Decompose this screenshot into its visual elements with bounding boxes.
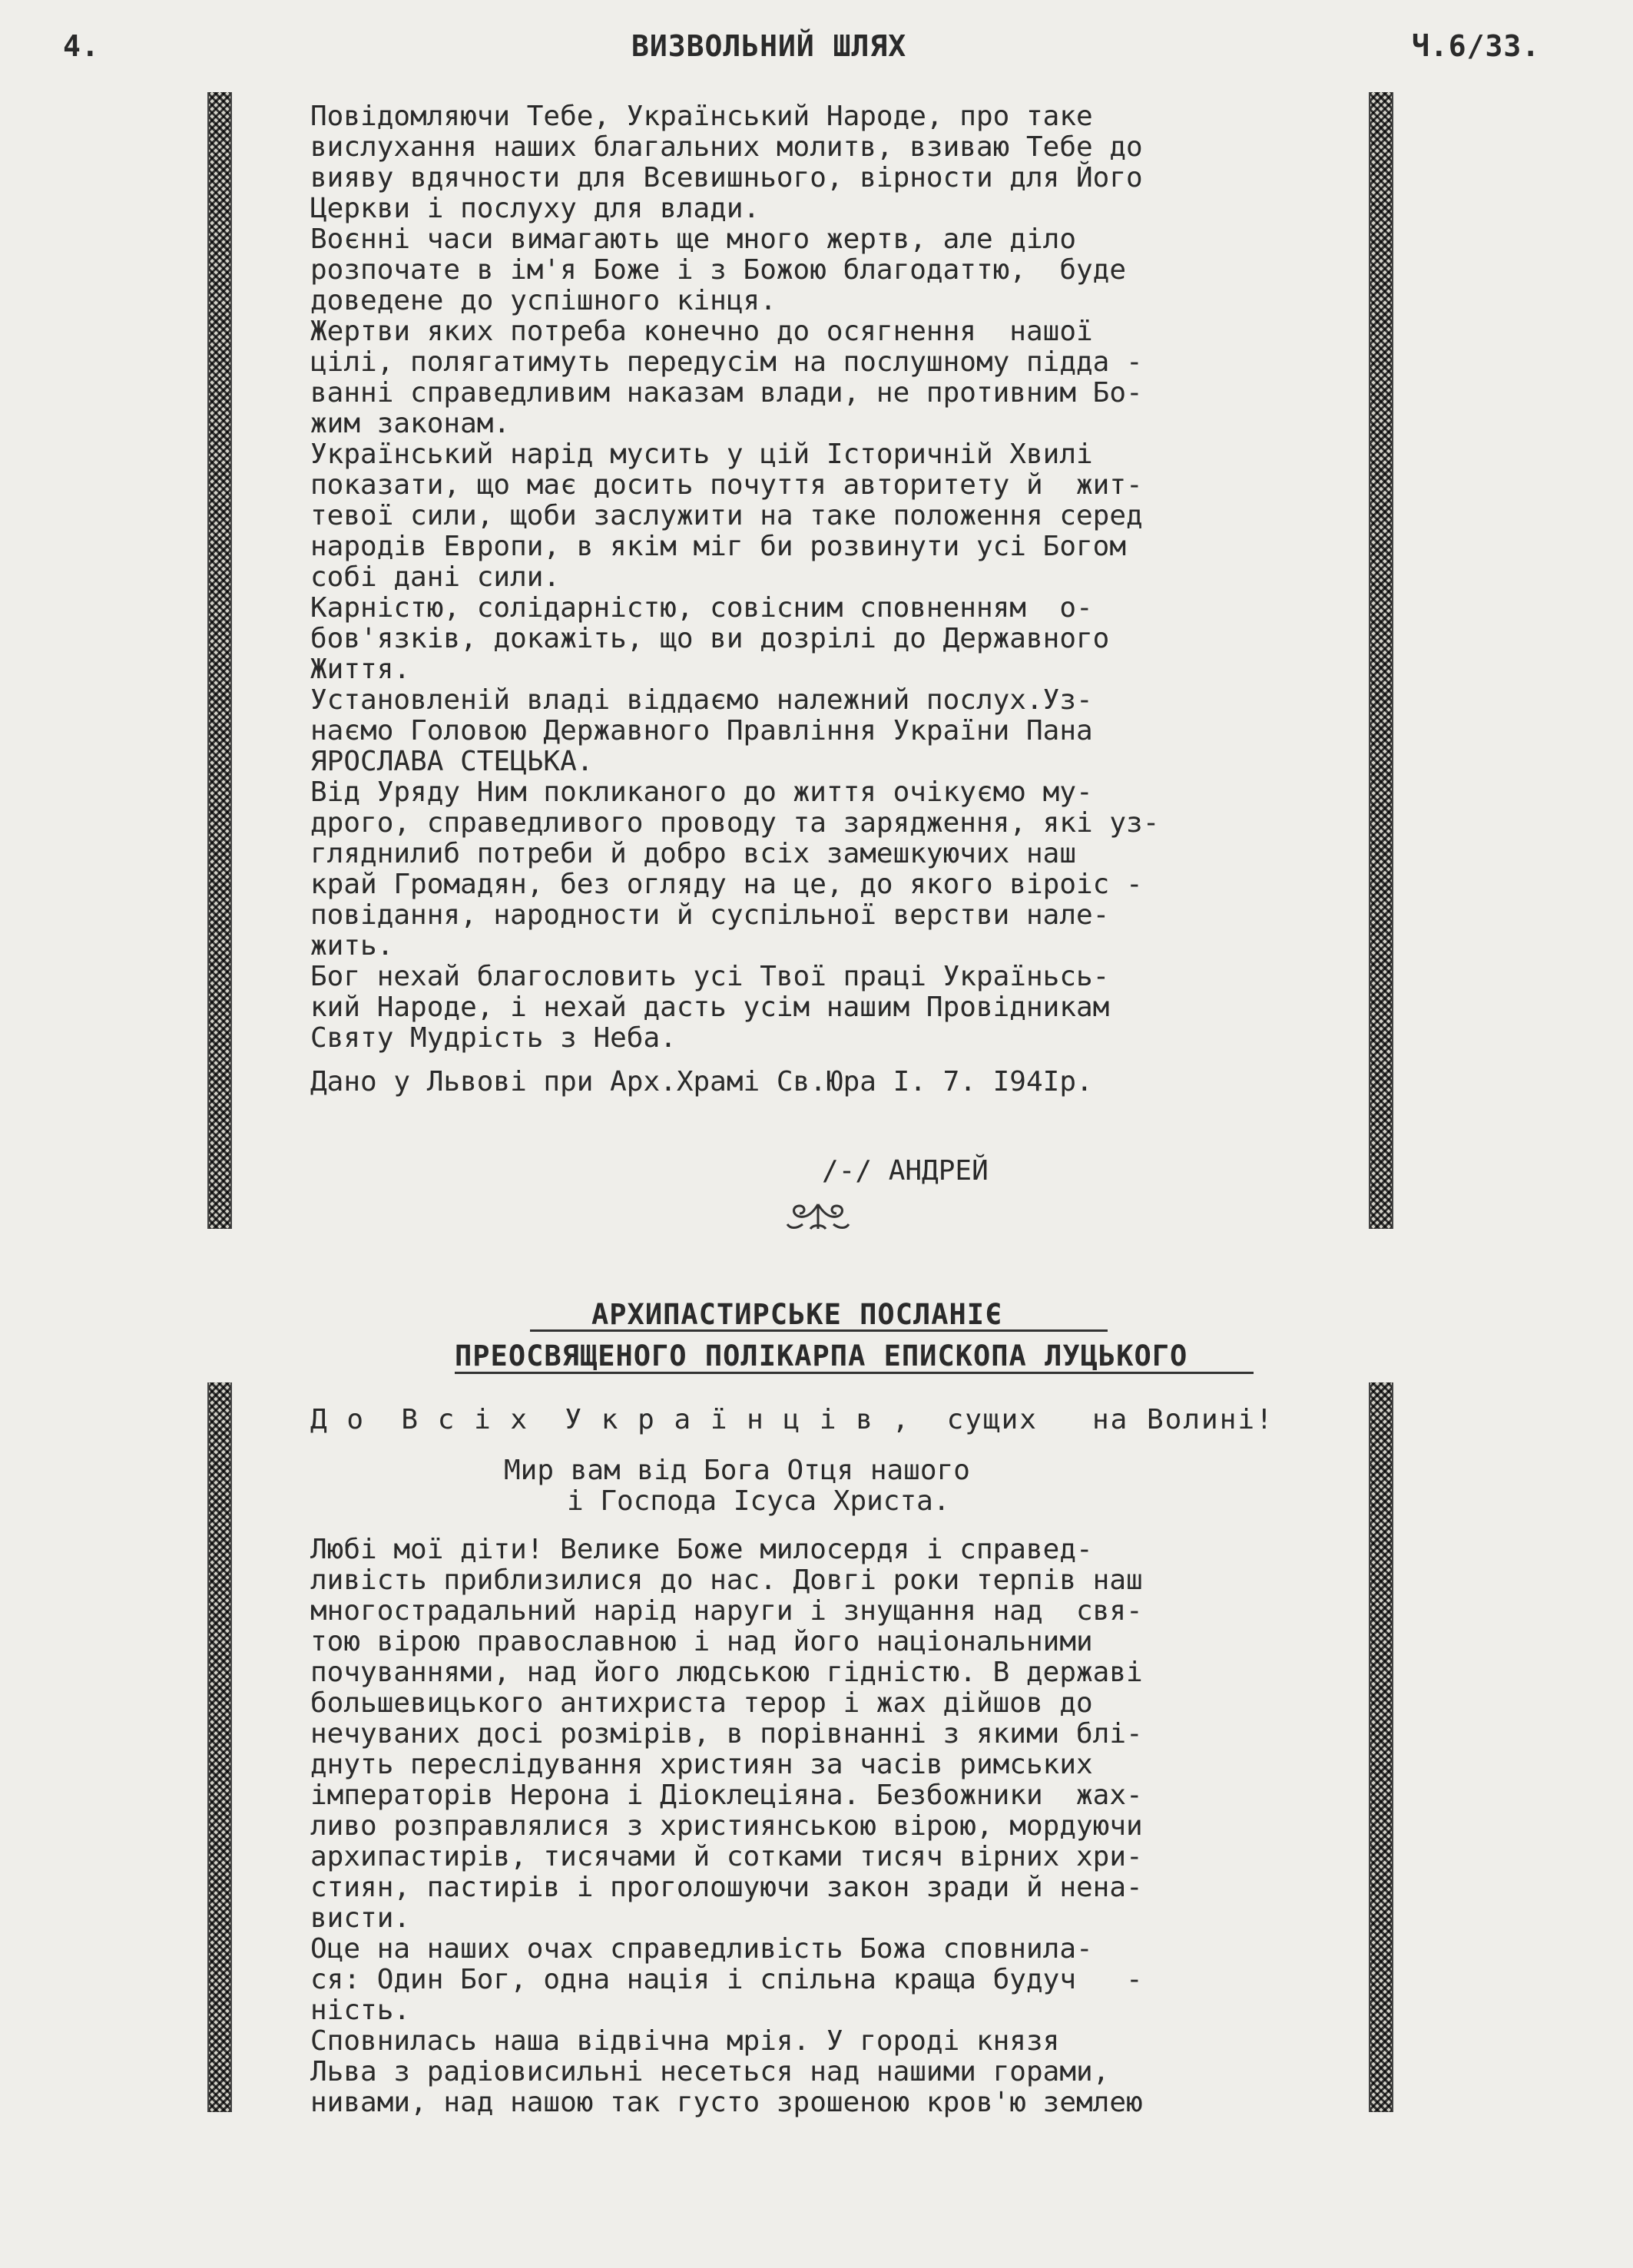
text-line: нечуваних досі розмірів, в порівнанні з якими блі- (310, 1718, 1143, 1750)
text-line: жить. (310, 930, 394, 962)
text-line: наємо Головою Державного Правління України Пана (310, 715, 1093, 747)
text-line: Український нарід мусить у цій Історичній Хвилі (310, 439, 1093, 470)
text-line: Життя. (310, 654, 411, 685)
text-line: тою вірою православною і над його національними (310, 1626, 1093, 1657)
text-line: Церкви і послуху для влади. (310, 193, 760, 224)
text-line: гляднилиб потреби й добро всіх замешкуючих наш (310, 838, 1076, 869)
text-line: Бог нехай благословить усі Твої праці Україньсь- (310, 961, 1110, 992)
letter2-blessing-line2: і Господа Ісуса Христа. (567, 1485, 950, 1517)
text-line: Повідомляючи Тебе, Український Народе, про таке (310, 101, 1093, 132)
letter2-body (310, 1535, 1363, 2118)
text-line: жим законам. (310, 408, 511, 439)
text-line: Установленій владі віддаємо належний послух.Уз- (310, 684, 1093, 716)
text-line: вияву вдячности для Всевишнього, вірности для Його (310, 162, 1143, 194)
text-line: ливо розправлялися з християнською вірою, мордуючи (310, 1810, 1143, 1842)
text-line: показати, що має досить почуття авторитету й жит- (310, 469, 1143, 501)
text-line: большевицького антихриста терор і жах дійшов до (310, 1687, 1093, 1719)
text-line: вислухання наших благальних молитв, взиваю Тебе до (310, 131, 1143, 163)
text-line: нивами, над нашою так густо зрошеною кров'ю землею (310, 2087, 1143, 2118)
issue-number: Ч.6/33. (1412, 29, 1541, 63)
text-line: повідання, народности й суспільної верстви нале- (310, 899, 1110, 931)
text-line: собі дані сили. (310, 561, 561, 593)
text-line: Любі мої діти! Велике Боже милосердя і справед- (310, 1534, 1093, 1565)
letter2-title-line2: ПРЕОСВЯЩЕНОГО ПОЛІКАРПА ЕПИСКОПА ЛУЦЬКОГО (455, 1339, 1188, 1372)
text-line: ванні справедливим наказам влади, не противним Бо- (310, 377, 1143, 409)
text-line: Святу Мудрість з Неба. (310, 1022, 677, 1054)
letter1-body (310, 101, 1363, 1054)
text-line: стиян, пастирів і проголошуючи закон зради й нена- (310, 1872, 1143, 1903)
text-line: бов'язків, докажіть, що ви дозрілі до Державного (310, 623, 1110, 654)
text-line: Воєнні часи вимагають ще много жертв, але діло (310, 223, 1076, 255)
text-line: многострадальний нарід наруги і знущання над свя- (310, 1595, 1143, 1627)
text-line: імператорів Нерона і Діоклеціяна. Безбожники жах- (310, 1780, 1143, 1811)
text-line: край Громадян, без огляду на це, до якого віроіс - (310, 869, 1143, 900)
text-line: розпочате в ім'я Боже і з Божою благодаттю, буде (310, 254, 1127, 286)
text-line: почуваннями, над його людською гідністю. В державі (310, 1657, 1143, 1688)
text-line: тевої сили, щоби заслужити на таке положення серед (310, 500, 1143, 531)
text-line: кий Народе, і нехай дасть усім нашим Провідникам (310, 992, 1110, 1023)
text-line: народів Европи, в якім міг би розвинути усі Богом (310, 531, 1127, 562)
text-line: Карністю, солідарністю, совісним сповненням о- (310, 592, 1093, 624)
letter1-date-place: Дано у Львові при Арх.Храмі Св.Юра I. 7. I94Iр. (310, 1066, 1093, 1098)
text-line: Оце на наших очах справедливість Божа сповнила- (310, 1933, 1093, 1965)
text-line: доведене до успішного кінця. (310, 285, 777, 316)
text-line: Жертви яких потреба конечно до осягнення нашої (310, 316, 1093, 347)
publication-title: ВИЗВОЛЬНИЙ ШЛЯХ (631, 29, 907, 63)
text-line: дрого, справедливого проводу та зарядження, які уз- (310, 807, 1160, 839)
ornamental-border-right (1369, 92, 1393, 1229)
ornamental-border-right (1369, 1382, 1393, 2112)
text-line: ся: Один Бог, одна нація і спільна краща будуч - (310, 1964, 1143, 1995)
page-number: 4. (63, 29, 100, 63)
text-line: ЯРОСЛАВА СТЕЦЬКА. (310, 746, 594, 777)
letter2-greeting: Д о В с і х У к р а ї н ц і в , сущих на Волині! (310, 1404, 1274, 1435)
text-line: Льва з радіовисильні несеться над нашими горами, (310, 2056, 1110, 2088)
ornamental-border-left (207, 92, 232, 1229)
ornamental-border-left (207, 1382, 232, 2112)
letter2-blessing-line1: Мир вам від Бога Отця нашого (504, 1455, 970, 1486)
ornament-divider-icon (780, 1198, 856, 1237)
text-line: архипастирів, тисячами й сотками тисяч вірних хри- (310, 1841, 1143, 1872)
text-line: ливість приблизилися до нас. Довгі роки терпів наш (310, 1564, 1143, 1596)
text-line: висти. (310, 1902, 411, 1934)
letter1-signature: /-/ АНДРЕЙ (822, 1155, 989, 1187)
text-line: днуть переслідування християн за часів римських (310, 1749, 1093, 1780)
text-line: цілі, полягатимуть передусім на послушному підда - (310, 346, 1143, 378)
letter2-title-line1: АРХИПАСТИРСЬКЕ ПОСЛАНІЄ (591, 1298, 1003, 1331)
text-line: Сповнилась наша відвічна мрія. У городі князя (310, 2025, 1060, 2057)
text-line: Від Уряду Ним покликаного до життя очікуємо му- (310, 776, 1093, 808)
text-line: ність. (310, 1995, 411, 2026)
